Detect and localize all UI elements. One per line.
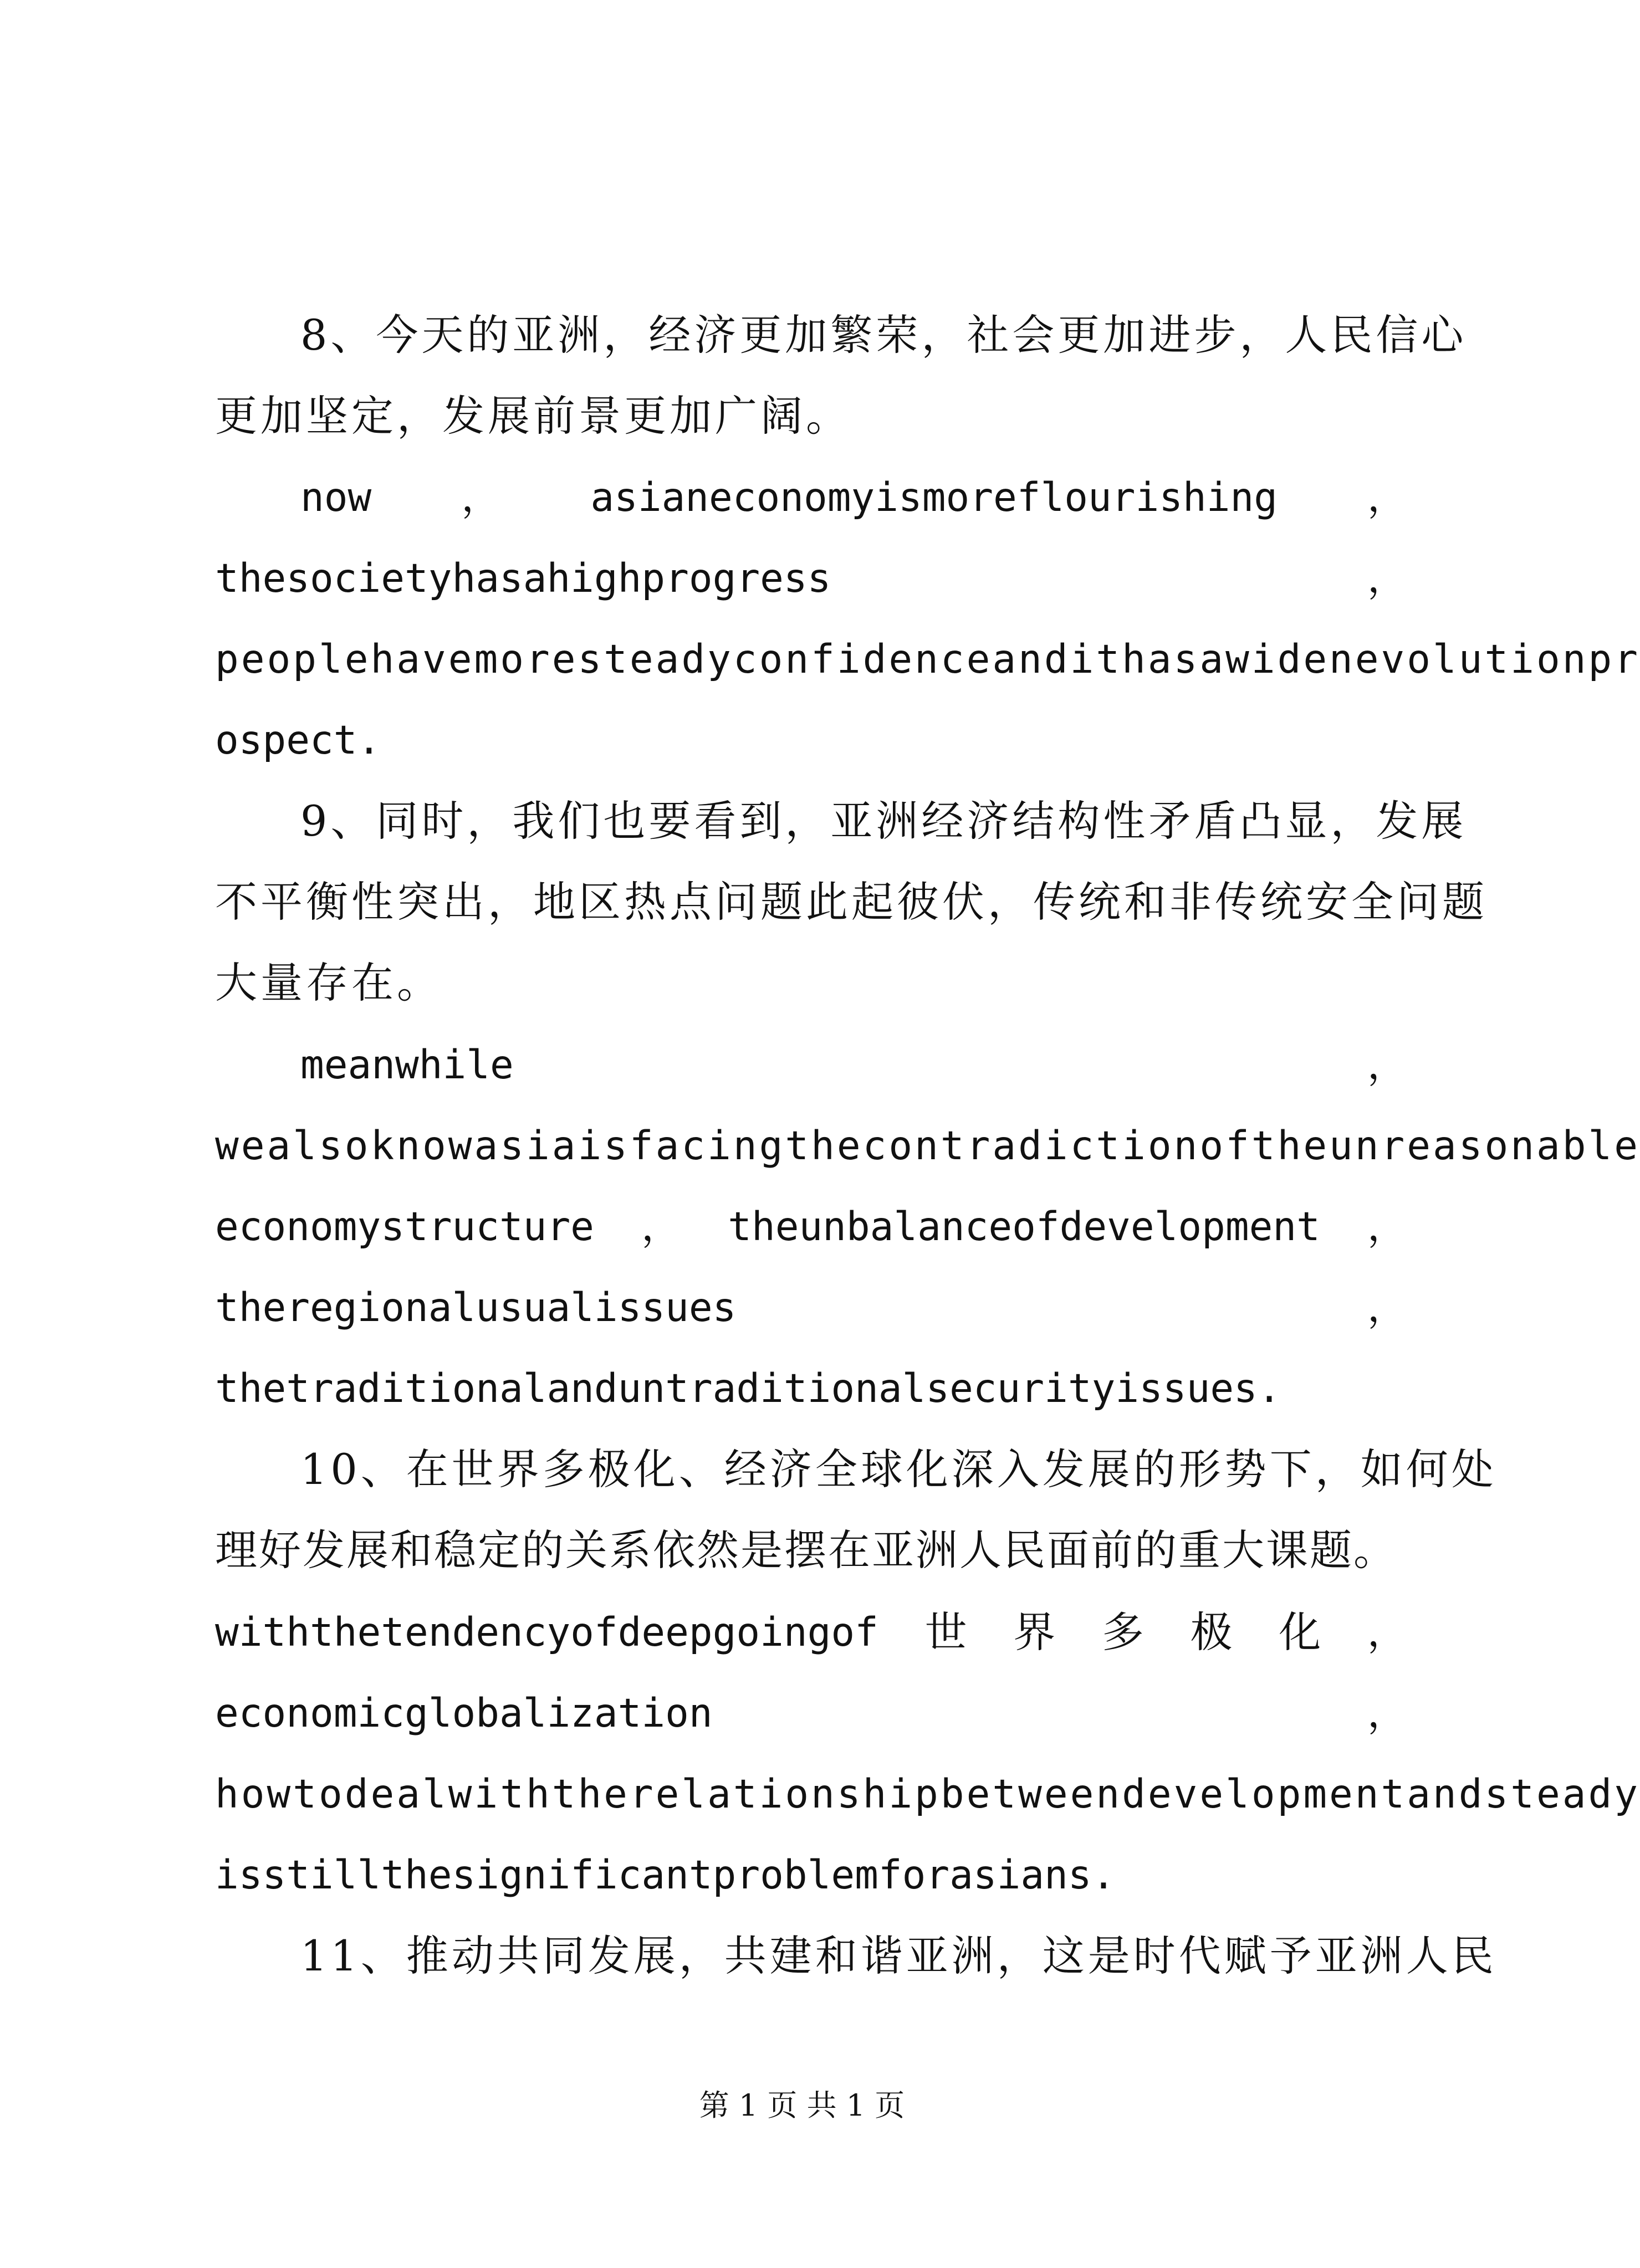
p10-en-word: 界 xyxy=(1013,1607,1056,1657)
p10-en-line-2 xyxy=(215,1686,1407,1741)
p8-en-line-4: ospect. xyxy=(215,717,381,763)
p9-zh-line-2: 不平衡性突出，地区热点问题此起彼伏，传统和非传统安全问题 xyxy=(215,877,1488,926)
p10-zh-line-1: 10、在世界多极化、经济全球化深入发展的形势下，如何处 xyxy=(300,1445,1497,1494)
p10-en-word: 多 xyxy=(1101,1607,1144,1657)
p10-en-word: ， xyxy=(1367,1690,1407,1736)
p10-en-word: 世 xyxy=(924,1607,967,1657)
p10-en-word: withthetendencyofdeepgoingof xyxy=(215,1609,878,1655)
p8-en-word: ， xyxy=(1367,555,1407,601)
p8-en-word: now xyxy=(300,474,372,520)
p9-en-line-3 xyxy=(215,1199,1407,1255)
p9-en-line-2: wealsoknowasiaisfacingthecontradictionoftheunreasonable xyxy=(215,1123,1640,1169)
p10-en-word: 极 xyxy=(1190,1607,1233,1657)
p8-zh-line-1: 8、今天的亚洲，经济更加繁荣，社会更加进步，人民信心 xyxy=(300,310,1467,360)
p10-en-word: ， xyxy=(1367,1609,1407,1655)
p11-zh-line-1: 11、推动共同发展，共建和谐亚洲，这是时代赋予亚洲人民 xyxy=(300,1931,1497,1980)
p9-en-word: economystructure xyxy=(215,1204,594,1250)
p9-zh-line-3: 大量存在。 xyxy=(215,958,442,1007)
page-footer: 第 1 页 共 1 页 xyxy=(699,2088,905,2123)
p9-en-line-1 xyxy=(300,1037,1407,1093)
p8-en-line-3: peoplehavemoresteadyconfidenceandithasawidenevolutionpr xyxy=(215,636,1640,682)
p8-en-word: ， xyxy=(1367,474,1407,520)
p8-en-word: thesocietyhasahighprogress xyxy=(215,555,831,601)
p10-en-line-3: howtodealwiththerelationshipbetweendevelopmentandsteady xyxy=(215,1771,1640,1817)
p9-en-word: ， xyxy=(1367,1204,1407,1250)
p9-en-word: theregionalusualissues xyxy=(215,1284,737,1330)
p8-en-word: asianeconomyismoreflourishing xyxy=(590,474,1278,520)
p10-en-line-4: isstillthesignificantproblemforasians. xyxy=(215,1852,1116,1898)
p9-en-word: ， xyxy=(1367,1284,1407,1330)
p10-en-word: 化 xyxy=(1279,1607,1321,1657)
p10-en-line-1 xyxy=(215,1605,1407,1660)
p10-en-word: economicglobalization xyxy=(215,1690,713,1736)
p9-zh-line-1: 9、同时，我们也要看到，亚洲经济结构性矛盾凸显，发展 xyxy=(300,796,1467,846)
p9-en-word: ， xyxy=(1367,1042,1407,1088)
p9-en-word: theunbalanceofdevelopment xyxy=(728,1204,1320,1250)
p9-en-line-4 xyxy=(215,1280,1407,1335)
p10-zh-line-2: 理好发展和稳定的关系依然是摆在亚洲人民面前的重大课题。 xyxy=(215,1525,1397,1575)
p9-en-word: ， xyxy=(641,1204,681,1250)
p9-en-word: meanwhile xyxy=(300,1042,514,1088)
p8-en-line-2 xyxy=(215,551,1407,606)
p9-en-line-5: thetraditionalanduntraditionalsecurityissues. xyxy=(215,1365,1281,1411)
p8-en-line-1 xyxy=(300,470,1407,525)
p8-zh-line-2: 更加坚定，发展前景更加广阔。 xyxy=(215,391,851,441)
p8-en-word: ， xyxy=(461,474,501,520)
